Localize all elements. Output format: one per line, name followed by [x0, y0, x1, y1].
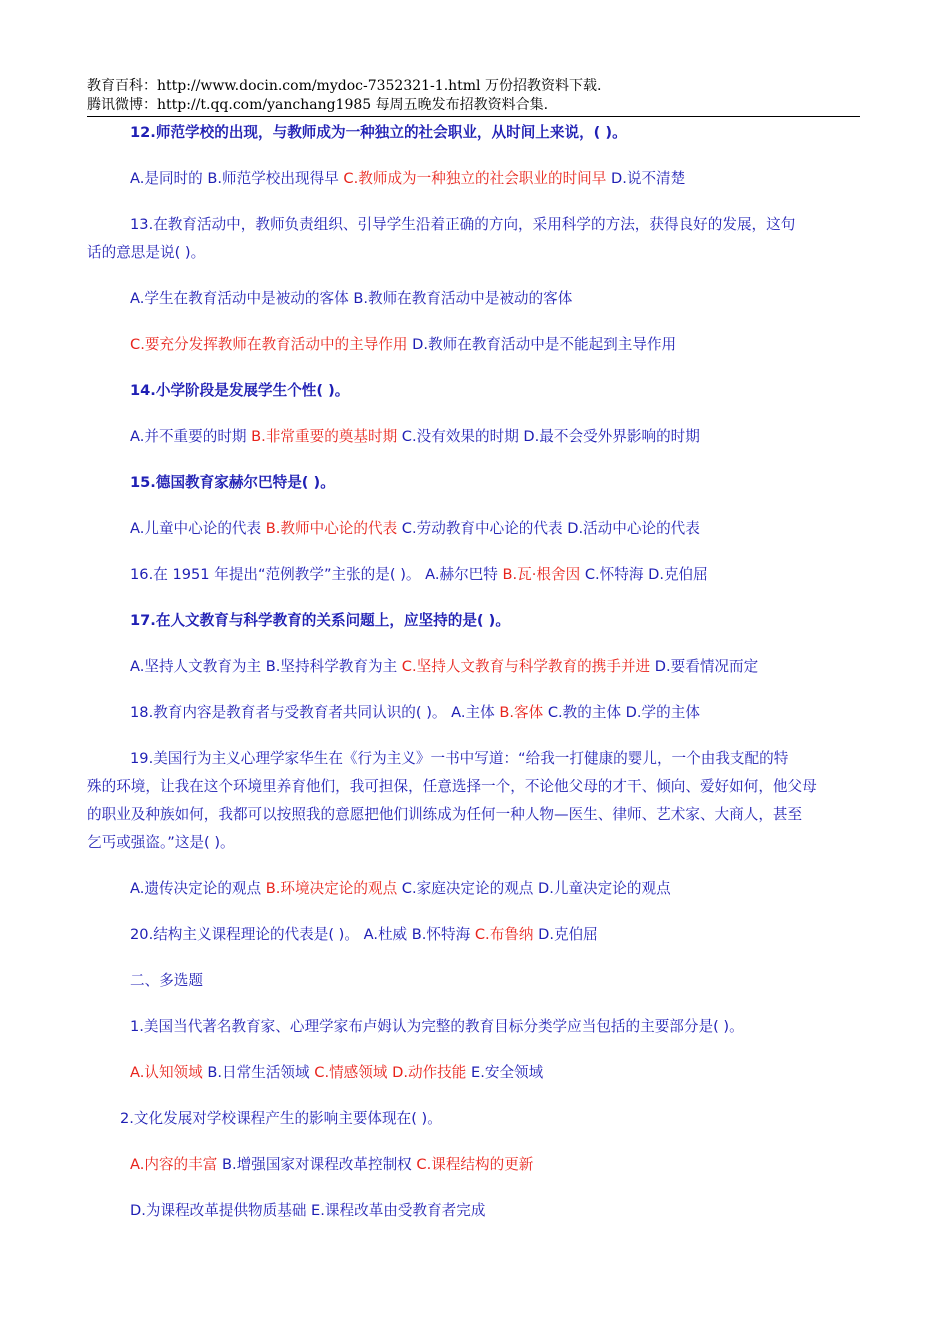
question-15 [130, 469, 335, 497]
option-text: A.学生在教育活动中是被动的客体 B.教师在教育活动中是被动的客体 [130, 290, 573, 307]
option-text: A.遗传决定论的观点 [130, 880, 266, 897]
options-m2-abc [130, 1151, 533, 1179]
options-17 [130, 653, 758, 681]
answer-text: C.课程结构的更新 [416, 1156, 534, 1173]
option-text: D.要看情况而定 [650, 658, 759, 675]
option-text: A.并不重要的时期 [130, 428, 252, 445]
question-text: 14.小学阶段是发展学生个性( )。 [130, 382, 350, 399]
question-17 [130, 607, 510, 635]
question-12 [130, 119, 627, 147]
options-13-cd [130, 331, 676, 359]
options-m2-de [130, 1197, 485, 1225]
question-14 [130, 377, 349, 405]
option-text: A.儿童中心论的代表 [130, 520, 266, 537]
options-15 [130, 515, 700, 543]
question-text: 17.在人文教育与科学教育的关系问题上，应坚持的是( )。 [130, 612, 510, 629]
option-text: E.安全领域 [466, 1064, 544, 1081]
question-19 [130, 745, 788, 773]
answer-text: C.情感领域 D.动作技能 [314, 1064, 467, 1081]
question-18 [130, 699, 700, 727]
question-text: 12.师范学校的出现，与教师成为一种独立的社会职业，从时间上来说，( )。 [130, 124, 627, 141]
question-13-cont [87, 239, 205, 267]
section-title: 二、多选题 [130, 972, 203, 989]
option-text: B.增强国家对课程改革控制权 [217, 1156, 417, 1173]
options-13-ab [130, 285, 572, 313]
option-text: A.坚持人文教育为主 B.坚持科学教育为主 [130, 658, 402, 675]
option-text: D.说不清楚 [606, 170, 686, 187]
option-text: C.没有效果的时期 D.最不会受外界影响的时期 [397, 428, 700, 445]
header-line-1: 教育百科：http://www.docin.com/mydoc-7352321-1.html 万份招教资料下载. [87, 78, 602, 94]
question-text: 18.教育内容是教育者与受教育者共同认识的( )。 A.主体 [130, 704, 500, 721]
question-text: 19.美国行为主义心理学家华生在《行为主义》一书中写道：“给我一打健康的婴儿，一个由我支配的特 [130, 750, 789, 767]
header-line-2: 腾讯微博：http://t.qq.com/yanchang1985 每周五晚发布招教资料合集. [87, 97, 549, 113]
question-text: 20.结构主义课程理论的代表是( )。 A.杜威 B.怀特海 [130, 926, 475, 943]
question-m1 [130, 1013, 744, 1041]
question-text: 2.文化发展对学校课程产生的影响主要体现在( )。 [120, 1110, 442, 1127]
option-text: C.劳动教育中心论的代表 D.活动中心论的代表 [397, 520, 700, 537]
answer-text: C.布鲁纳 [474, 926, 534, 943]
answer-text: C.教师成为一种独立的社会职业的时间早 [343, 170, 607, 187]
section-title-multiple-choice [130, 967, 203, 995]
answer-text: B.环境决定论的观点 [265, 880, 398, 897]
question-16 [130, 561, 708, 589]
options-19 [130, 875, 671, 903]
answer-text: B.教师中心论的代表 [265, 520, 398, 537]
answer-text: C.要充分发挥教师在教育活动中的主导作用 [130, 336, 408, 353]
question-19-cont-2 [87, 801, 802, 829]
question-text: 乞丐或强盗。”这是( )。 [87, 834, 235, 851]
answer-text: C.坚持人文教育与科学教育的携手并进 [401, 658, 651, 675]
page-header [87, 77, 860, 117]
option-text: C.家庭决定论的观点 D.儿童决定论的观点 [397, 880, 671, 897]
question-text: 殊的环境，让我在这个环境里养育他们，我可担保，任意选择一个，不论他父母的才干、倾向、爱好如何，他父母 [87, 778, 817, 795]
option-text: A.是同时的 B.师范学校出现得早 [130, 170, 344, 187]
question-text: 16.在 1951 年提出“范例教学”主张的是( )。 A.赫尔巴特 [130, 566, 503, 583]
option-text: D.为课程改革提供物质基础 E.课程改革由受教育者完成 [130, 1202, 486, 1219]
question-text: 13.在教育活动中，教师负责组织、引导学生沿着正确的方向，采用科学的方法，获得良好的发展，这句 [130, 216, 796, 233]
option-text: D.克伯屈 [533, 926, 598, 943]
question-text: 1.美国当代著名教育家、心理学家布卢姆认为完整的教育目标分类学应当包括的主要部分是( )。 [130, 1018, 744, 1035]
question-19-cont-3 [87, 829, 235, 857]
question-text: 话的意思是说( )。 [87, 244, 206, 261]
answer-text: A.内容的丰富 [130, 1156, 218, 1173]
options-m1 [130, 1059, 543, 1087]
question-20 [130, 921, 598, 949]
answer-text: B.瓦·根舍因 [502, 566, 581, 583]
question-text: 15.德国教育家赫尔巴特是( )。 [130, 474, 335, 491]
question-13 [130, 211, 795, 239]
question-19-cont-1 [87, 773, 817, 801]
question-text: 的职业及种族如何，我都可以按照我的意愿把他们训练成为任何一种人物—医生、律师、艺术家、大商人，甚至 [87, 806, 803, 823]
option-text: C.教的主体 D.学的主体 [543, 704, 700, 721]
option-text: D.教师在教育活动中是不能起到主导作用 [407, 336, 677, 353]
option-text: B.日常生活领域 [202, 1064, 315, 1081]
answer-text: B.客体 [499, 704, 544, 721]
options-14 [130, 423, 700, 451]
answer-text: B.非常重要的奠基时期 [251, 428, 398, 445]
option-text: C.怀特海 D.克伯屈 [580, 566, 708, 583]
options-12 [130, 165, 685, 193]
answer-text: A.认知领域 [130, 1064, 203, 1081]
question-m2 [120, 1105, 442, 1133]
